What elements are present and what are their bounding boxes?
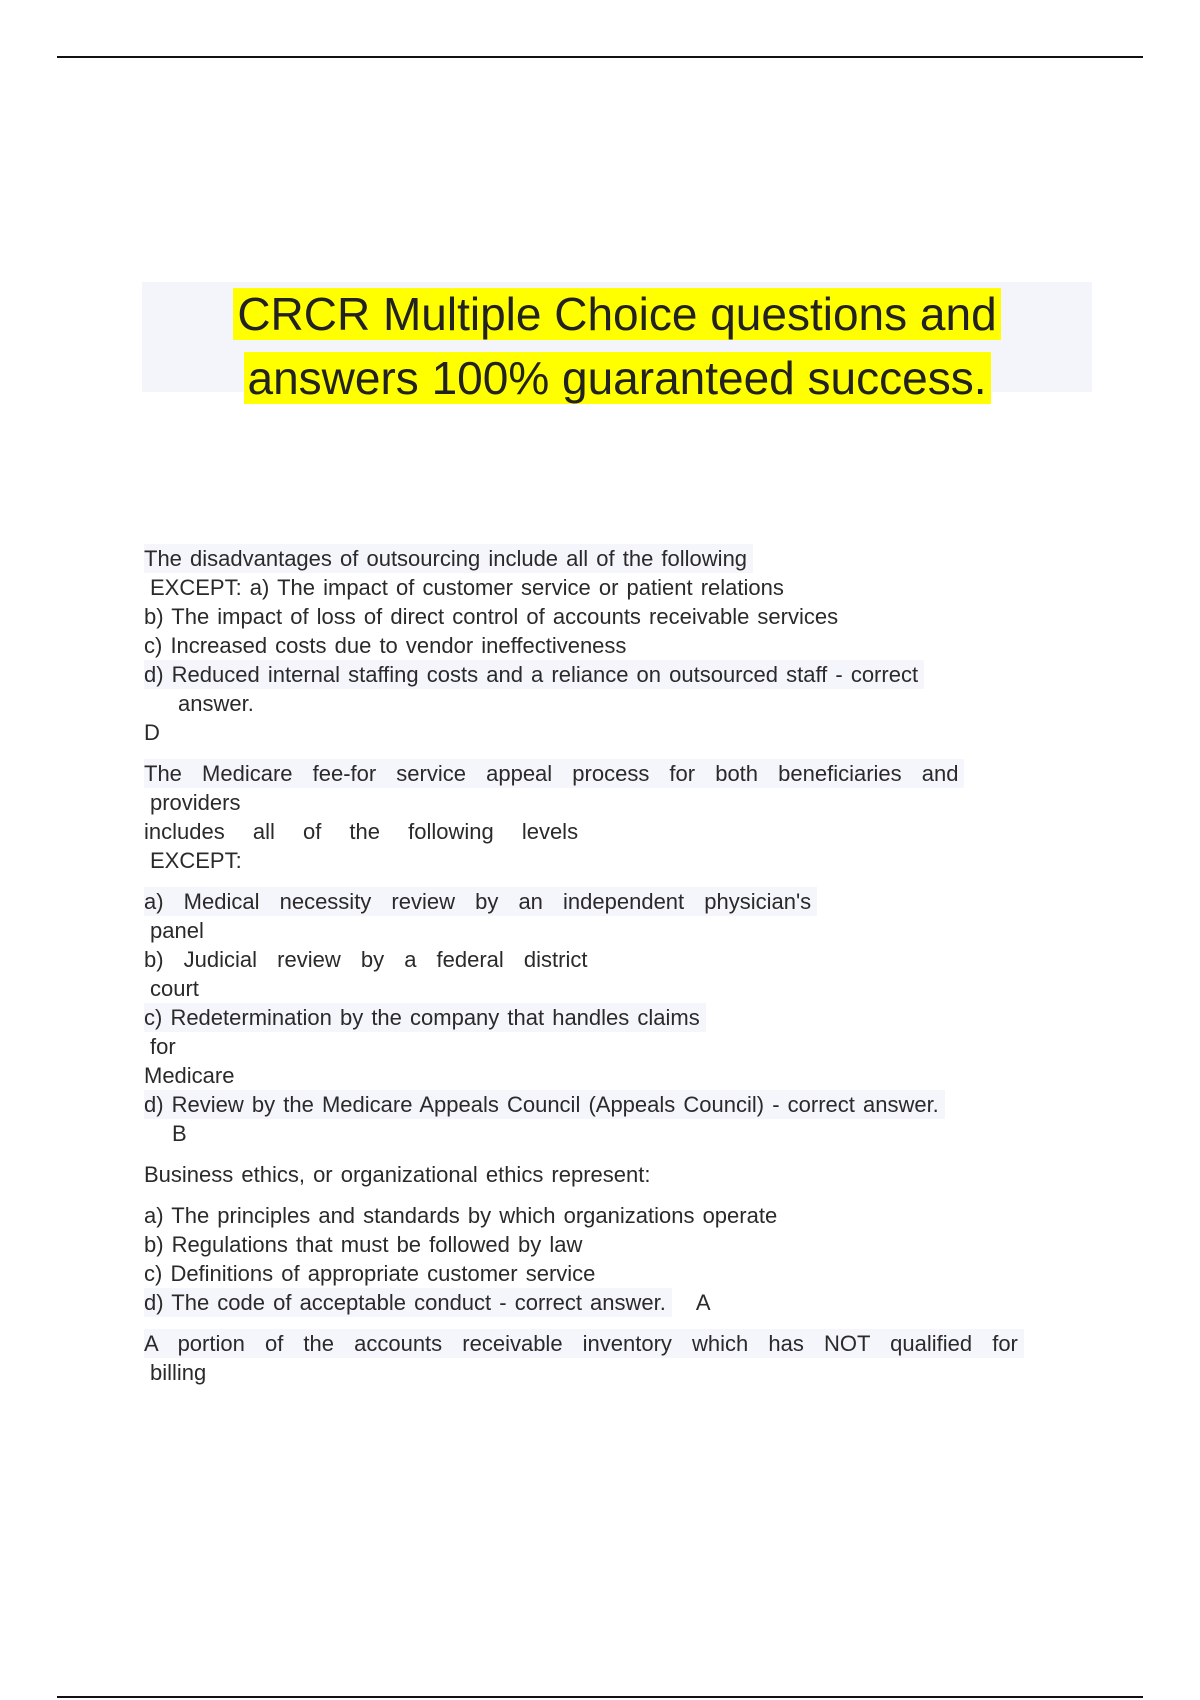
- question-1-option-c: c) Increased costs due to vendor ineffectiveness: [144, 633, 627, 658]
- question-2-option-d: d) Review by the Medicare Appeals Council (Appeals Council) - correct answer.: [144, 1090, 945, 1119]
- document-title: [142, 282, 1092, 410]
- question-2-stem-2: providers: [150, 790, 241, 815]
- question-2-option-c-cont-2: Medicare: [144, 1063, 235, 1088]
- question-1-option-d: d) Reduced internal staffing costs and a reliance on outsourced staff - correct: [144, 660, 924, 689]
- question-3-stem: Business ethics, or organizational ethics represent:: [144, 1162, 651, 1187]
- title-line-2: answers 100% guaranteed success.: [244, 352, 991, 404]
- question-1: [144, 544, 1084, 747]
- question-2-stem-4: EXCEPT:: [150, 848, 242, 873]
- question-1-option-a: EXCEPT: a) The impact of customer service or patient relations: [150, 575, 784, 600]
- question-1-option-b: b) The impact of loss of direct control of accounts receivable services: [144, 604, 839, 629]
- question-2: [144, 759, 1084, 1148]
- question-4-stem-1: A portion of the accounts receivable inventory which has NOT qualified for: [144, 1329, 1024, 1358]
- question-2-answer: B: [172, 1121, 187, 1146]
- question-3: [144, 1160, 1084, 1317]
- question-3-option-d: d) The code of acceptable conduct - correct answer.: [144, 1288, 672, 1317]
- question-2-stem-3: includes all of the following levels: [144, 819, 579, 844]
- question-2-option-c-cont: for: [150, 1034, 176, 1059]
- document-body: [144, 544, 1084, 1387]
- question-1-stem: The disadvantages of outsourcing include all of the following: [144, 544, 753, 573]
- question-2-option-b-cont: court: [150, 976, 199, 1001]
- question-2-stem-1: The Medicare fee-for service appeal process for both beneficiaries and: [144, 759, 964, 788]
- question-3-option-a: a) The principles and standards by which organizations operate: [144, 1203, 778, 1228]
- question-4-stem-2: billing: [150, 1360, 207, 1385]
- question-2-option-a: a) Medical necessity review by an independent physician's: [144, 887, 817, 916]
- question-1-answer-label: answer.: [178, 691, 254, 716]
- question-3-answer: A: [695, 1290, 711, 1315]
- top-rule: [57, 56, 1143, 58]
- bottom-rule: [57, 1696, 1143, 1698]
- question-3-option-c: c) Definitions of appropriate customer service: [144, 1261, 596, 1286]
- title-line-1: CRCR Multiple Choice questions and: [233, 288, 1000, 340]
- question-4: [144, 1329, 1084, 1387]
- question-2-option-a-cont: panel: [150, 918, 204, 943]
- question-1-answer: D: [144, 720, 160, 745]
- question-3-option-b: b) Regulations that must be followed by law: [144, 1232, 583, 1257]
- question-2-option-b: b) Judicial review by a federal district: [144, 947, 588, 972]
- question-2-option-c: c) Redetermination by the company that handles claims: [144, 1003, 706, 1032]
